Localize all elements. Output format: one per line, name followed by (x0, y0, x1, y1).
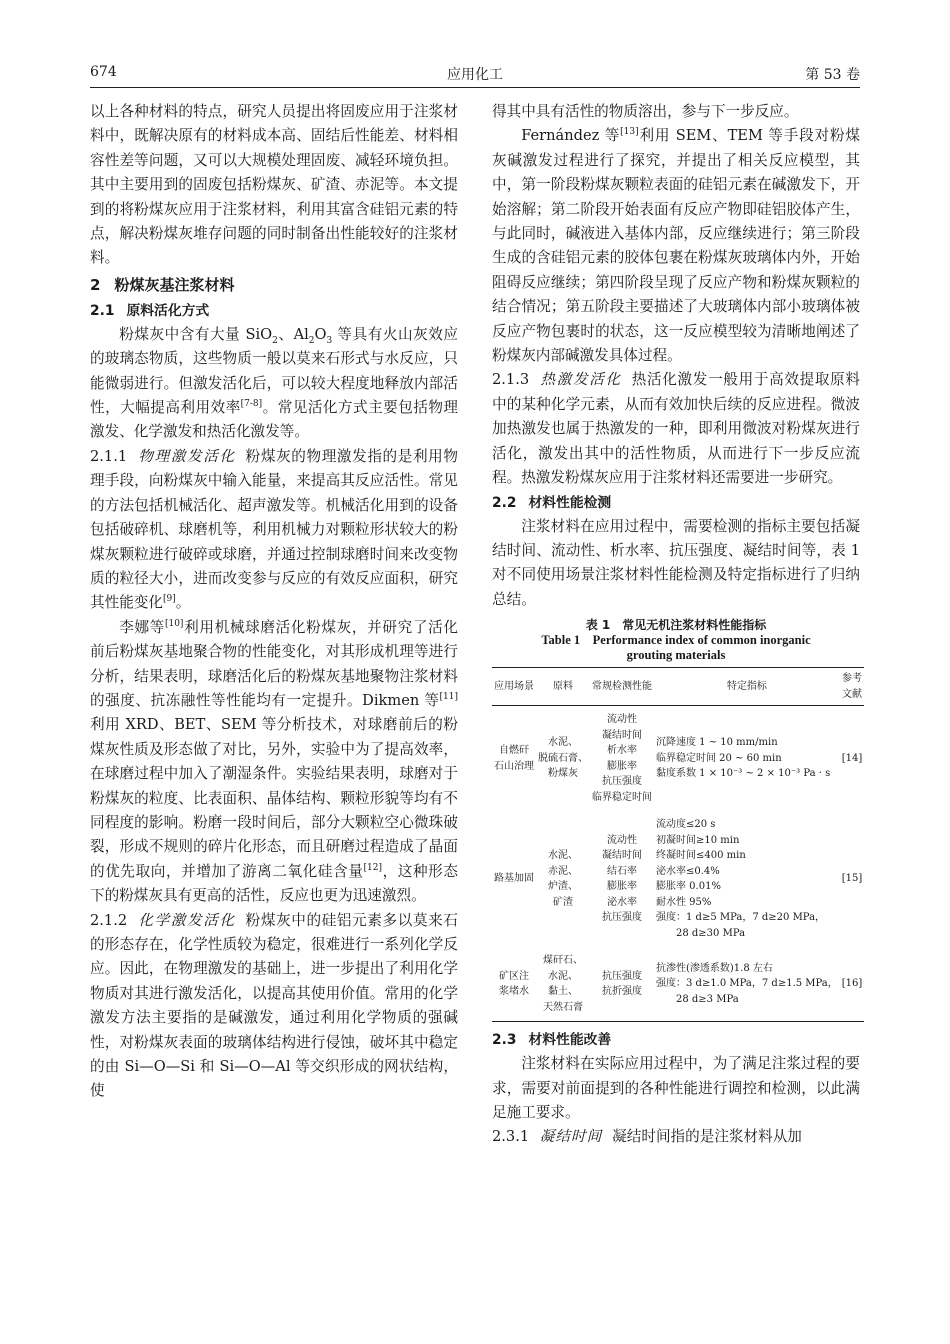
right-column (492, 100, 863, 1150)
subscript: 3 (326, 335, 333, 346)
cell-line: 天然石膏 (543, 1001, 583, 1013)
text-run: 利用 XRD、BET、SEM 等分析技术，对球磨前后的粉煤灰性质及形态做了对比，另外，实验中为了提高效率，在球磨过程中加入了潮湿条件。实验结果表明，球磨对于粉煤灰的粒度、比表面积、晶体结构、颗粒形貌等均有不同程度的影响。粉磨一段时间后，部分大颗粒空心微珠破裂，形成不规则的碎片化形态，而且研磨过程造成了晶面的优先取向，并增加了游离二氧化硅含量 (90, 716, 458, 880)
subsection-title: 物理激发活化 (138, 447, 236, 465)
cell-line: 矿渣 (553, 896, 573, 908)
cell-line: 沉降速度 1 ~ 10 mm/min (656, 737, 778, 749)
cell-line: 脱硫石膏、 (538, 752, 588, 764)
cell-line: 28 d≥30 MPa (656, 927, 746, 939)
reference-cell: [14] (841, 752, 863, 764)
scene-cell (492, 706, 536, 812)
subsection-title: 凝结时间 (539, 1128, 603, 1146)
cell-line: 浆堵水 (499, 986, 529, 998)
cell-line: 水泥、 (548, 737, 578, 749)
section-title: 材料性能改善 (528, 1032, 612, 1049)
column-header: 应用场景 (492, 668, 536, 706)
tests-cell (590, 706, 654, 812)
section-2-1-2-paragraph (90, 909, 458, 1104)
text-run: Fernández 等 (521, 127, 621, 145)
testing-paragraph: 注浆材料在应用过程中，需要检测的指标主要包括凝结时间、流动性、析水率、抗压强度、凝结时间等，表 1 对不同使用场景注浆材料性能检测及特定指标进行了归纳总结。 (492, 517, 860, 608)
journal-name: 应用化工 (447, 67, 503, 83)
text-run: 粉煤灰中含有大量 SiO (119, 325, 273, 343)
cell-line: 泌水率≤0.4% (656, 865, 720, 877)
section-number: 2.3.1 (492, 1128, 530, 1146)
section-number: 2.1.1 (90, 447, 128, 465)
cell-line: 矿区注 (499, 970, 529, 982)
text-run: 粉煤灰的物理激发指的是利用物理手段，向粉煤灰中输入能量，来提高其反应活性。常见的方法包括机械活化、超声激发等。机械活化用到的设备包括破碎机、球磨机等，利用机械力对颗粒形状较大的粉煤灰颗粒进行破碎或球磨，并通过控制球磨时间来改变物质的粒径大小，进而改变参与反应的有效反应面积，研究其性能变化 (90, 447, 458, 612)
header-rule (90, 87, 860, 88)
volume-label: 第 53 卷 (805, 67, 860, 83)
materials-cell (536, 947, 590, 1022)
section-2-1-3-paragraph (492, 368, 860, 490)
cell-line: 泌水率 (607, 896, 637, 908)
cell-line: 膨胀率 (607, 760, 637, 772)
intro-paragraph: 以上各种材料的特点，研究人员提出将固废应用于注浆材料中，既解决原有的材料成本高、固结后性能差、材料相容性差等问题，又可以大规模处理固废、减轻环境负担。其中主要用到的固废包括粉煤灰、矿渣、赤泥等。本文提到的将粉煤灰应用于注浆材料，利用其富含硅铝元素的特点，解决粉煤灰堆存问题的同时制备出性能较好的注浆材料。 (90, 103, 458, 267)
cell-line: 水泥、 (548, 850, 578, 862)
cell-line: 终凝时间≤400 min (656, 850, 746, 862)
scene-cell (492, 811, 536, 947)
table-header-row (492, 668, 864, 706)
text-run: 热活化激发一般用于高效提取原料中的某种化学元素，从而有效加快后续的反应进程。微波加热激发也属于热激发的一种，即利用微波对粉煤灰进行活化，激发出其中的活性物质，从而进行下一步反应流程。热激发粉煤灰应用于注浆材料还需要进一步研究。 (492, 371, 860, 487)
cell-line: 初凝时间≥10 min (656, 834, 740, 846)
section-title: 粉煤灰基注浆材料 (114, 275, 235, 294)
section-2-1-1-paragraph (90, 445, 458, 616)
subscript: 2 (308, 335, 315, 346)
continued-paragraph: 得其中具有活性的物质溶出，参与下一步反应。 (492, 103, 799, 120)
scene-cell (492, 947, 536, 1022)
cell-line: 强度：3 d≥1.0 MPa，7 d≥1.5 MPa， (656, 978, 838, 990)
citation: [11] (439, 692, 458, 703)
text-run: 粉煤灰中的硅铝元素多以莫来石的形态存在，化学性质较为稳定，很难进行一系列化学反应。因此，在物理激发的基础上，进一步提出了利用化学物质对其进行激发活化，以提高其使用价值。常用的化学激发方法主要指的是碱激发，通过利用化学物质的强碱性，对粉煤灰表面的玻璃体结构进行侵蚀，破坏其中稳定的由 Si—O—Si 和 Si—O—Al 等交织形成的网状结构，使 (90, 911, 458, 1100)
cell-line: 临界稳定时间 (592, 791, 652, 803)
cell-line: 28 d≥3 MPa (656, 993, 739, 1005)
cell-line: 石山治理 (494, 760, 534, 772)
tests-cell (590, 947, 654, 1022)
section-2-3-1-paragraph (492, 1125, 860, 1149)
text-run: 利用机械球磨活化粉煤灰，并研究了活化前后粉煤灰基地聚合物的性能变化，对其形成机理等进行分析，结果表明，球磨活化后的粉煤灰基地聚物注浆材料的强度、抗冻融性等性能均有一定提升。Dikmen 等 (90, 618, 458, 709)
cell-line: 黏度系数 1 × 10⁻³ ~ 2 × 10⁻³ Pa · s (656, 768, 831, 780)
activation-paragraph (90, 323, 458, 445)
section-number: 2.3 (492, 1032, 517, 1049)
cell-line: 强度：1 d≥5 MPa，7 d≥20 MPa， (656, 912, 826, 924)
cell-line: 流动性 (607, 714, 637, 726)
reference-cell: [15] (841, 873, 863, 885)
left-column (90, 100, 458, 1104)
section-title: 材料性能检测 (528, 494, 612, 511)
column-header: 原料 (536, 668, 590, 706)
page-header (90, 64, 860, 86)
section-2-1-heading (90, 299, 458, 323)
cell-line: 凝结时间 (602, 729, 642, 741)
li-na-paragraph (90, 616, 458, 909)
subscript: 2 (272, 335, 278, 346)
cell-line: 抗压强度 (602, 970, 642, 982)
text-run: 等具有火山灰效应的玻璃态物质，这些物质一般以莫来石形式与水反应，只能微弱进行。但激发活化后，可以较大程度地释放内部活性，大幅提高利用效率 (90, 325, 458, 417)
text-run: 利用 SEM、TEM 等手段对粉煤灰碱激发过程进行了探究，并提出了相关反应模型，其中，第一阶段粉煤灰颗粒表面的硅铝元素在碱激发下，开始溶解；第二阶段开始表面有反应产物即硅铝胶体产生，与此同时，碱液进入基体内部，反应继续进行；第三阶段生成的含硅铝元素的胶体包裹在粉煤灰玻璃体内外，开始阻碍反应继续；第四阶段呈现了反应产物和粉煤灰颗粒的结合情况；第五阶段主要描述了大玻璃体内部小玻璃体被反应产物包裹时的状态，这一反应模型较为清晰地阐述了粉煤灰内部碱激发具体过程。 (492, 127, 861, 365)
section-number: 2.1 (90, 302, 115, 319)
text-run: 。 (175, 594, 191, 612)
subsection-title: 化学激发活化 (138, 911, 236, 929)
cell-line: 耐水性 95% (656, 896, 712, 908)
performance-table (492, 667, 864, 1022)
cell-line: 流动性 (607, 834, 637, 846)
cell-line: 水泥、 (548, 970, 578, 982)
cell-line: 自燃矸 (499, 745, 529, 757)
cell-line: 抗折强度 (602, 986, 642, 998)
materials-cell (536, 811, 590, 947)
improvement-paragraph: 注浆材料在实际应用过程中，为了满足注浆过程的要求，需要对前面提到的各种性能进行调控和检测，以此满足施工要求。 (492, 1055, 860, 1121)
materials-cell (536, 706, 590, 812)
table-caption-en-line1: Table 1 Performance index of common inorganic (541, 633, 811, 648)
cell-line: 路基加固 (494, 873, 534, 885)
cell-line: 临界稳定时间 20 ~ 60 min (656, 752, 782, 764)
text-run: ，这种形态下的粉煤灰具有更高的活性，反应也更为迅速激烈。 (90, 862, 458, 905)
cell-line: 抗渗性(渗透系数)1.8 左右 (656, 962, 773, 974)
citation: [10] (164, 618, 184, 629)
section-2-2-heading (492, 491, 860, 515)
table-row (492, 947, 864, 1022)
specs-cell (654, 811, 840, 947)
cell-line: 炉渣、 (548, 881, 578, 893)
text-run: 李娜等 (119, 618, 165, 636)
cell-line: 赤泥、 (548, 865, 578, 877)
citation: [13] (620, 127, 639, 138)
text-run: 凝结时间指的是注浆材料从加 (612, 1128, 802, 1146)
reference-cell: [16] (840, 947, 865, 1022)
cell-line: 凝结时间 (602, 850, 642, 862)
cell-line: 流动度≤20 s (656, 819, 716, 831)
cell-line: 膨胀率 (607, 881, 637, 893)
cell-line: 膨胀率 0.01% (656, 881, 721, 893)
table-caption-cn: 表 1 常见无机注浆材料性能指标 (585, 618, 767, 633)
table-caption-en-line2: grouting materials (626, 648, 726, 663)
specs-cell (654, 947, 840, 1022)
tests-cell (590, 811, 654, 947)
cell-line: 黏土、 (548, 986, 578, 998)
section-number: 2 (90, 275, 101, 294)
section-number: 2.1.2 (90, 911, 128, 929)
text-run: 、Al (277, 325, 309, 343)
column-header: 参考文献 (840, 668, 865, 706)
specs-cell (654, 706, 840, 812)
cell-line: 煤矸石、 (543, 955, 583, 967)
cell-line: 析水率 (607, 745, 637, 757)
column-header: 常规检测性能 (590, 668, 654, 706)
citation: [9] (162, 594, 176, 605)
section-number: 2.1.3 (492, 371, 530, 389)
text-run: 。常见活化方式主要包括物理激发、化学激发和热活化激发等。 (90, 399, 458, 441)
section-2-3-heading (492, 1028, 860, 1052)
cell-line: 抗压强度 (602, 776, 642, 788)
section-title: 原料活化方式 (126, 302, 210, 319)
page-number: 674 (90, 64, 117, 80)
text-run: O (314, 325, 327, 343)
citation: [7-8] (240, 399, 263, 410)
section-number: 2.2 (492, 494, 517, 511)
cell-line: 抗压强度 (602, 912, 642, 924)
cell-line: 结石率 (607, 865, 637, 877)
cell-line: 粉煤灰 (548, 768, 578, 780)
citation: [12] (363, 862, 382, 873)
column-header: 特定指标 (654, 668, 840, 706)
subsection-title: 热激发活化 (540, 371, 622, 389)
table-row (492, 706, 864, 812)
table-row (492, 811, 864, 947)
section-2-heading (90, 273, 458, 297)
fernandez-paragraph (492, 124, 860, 368)
